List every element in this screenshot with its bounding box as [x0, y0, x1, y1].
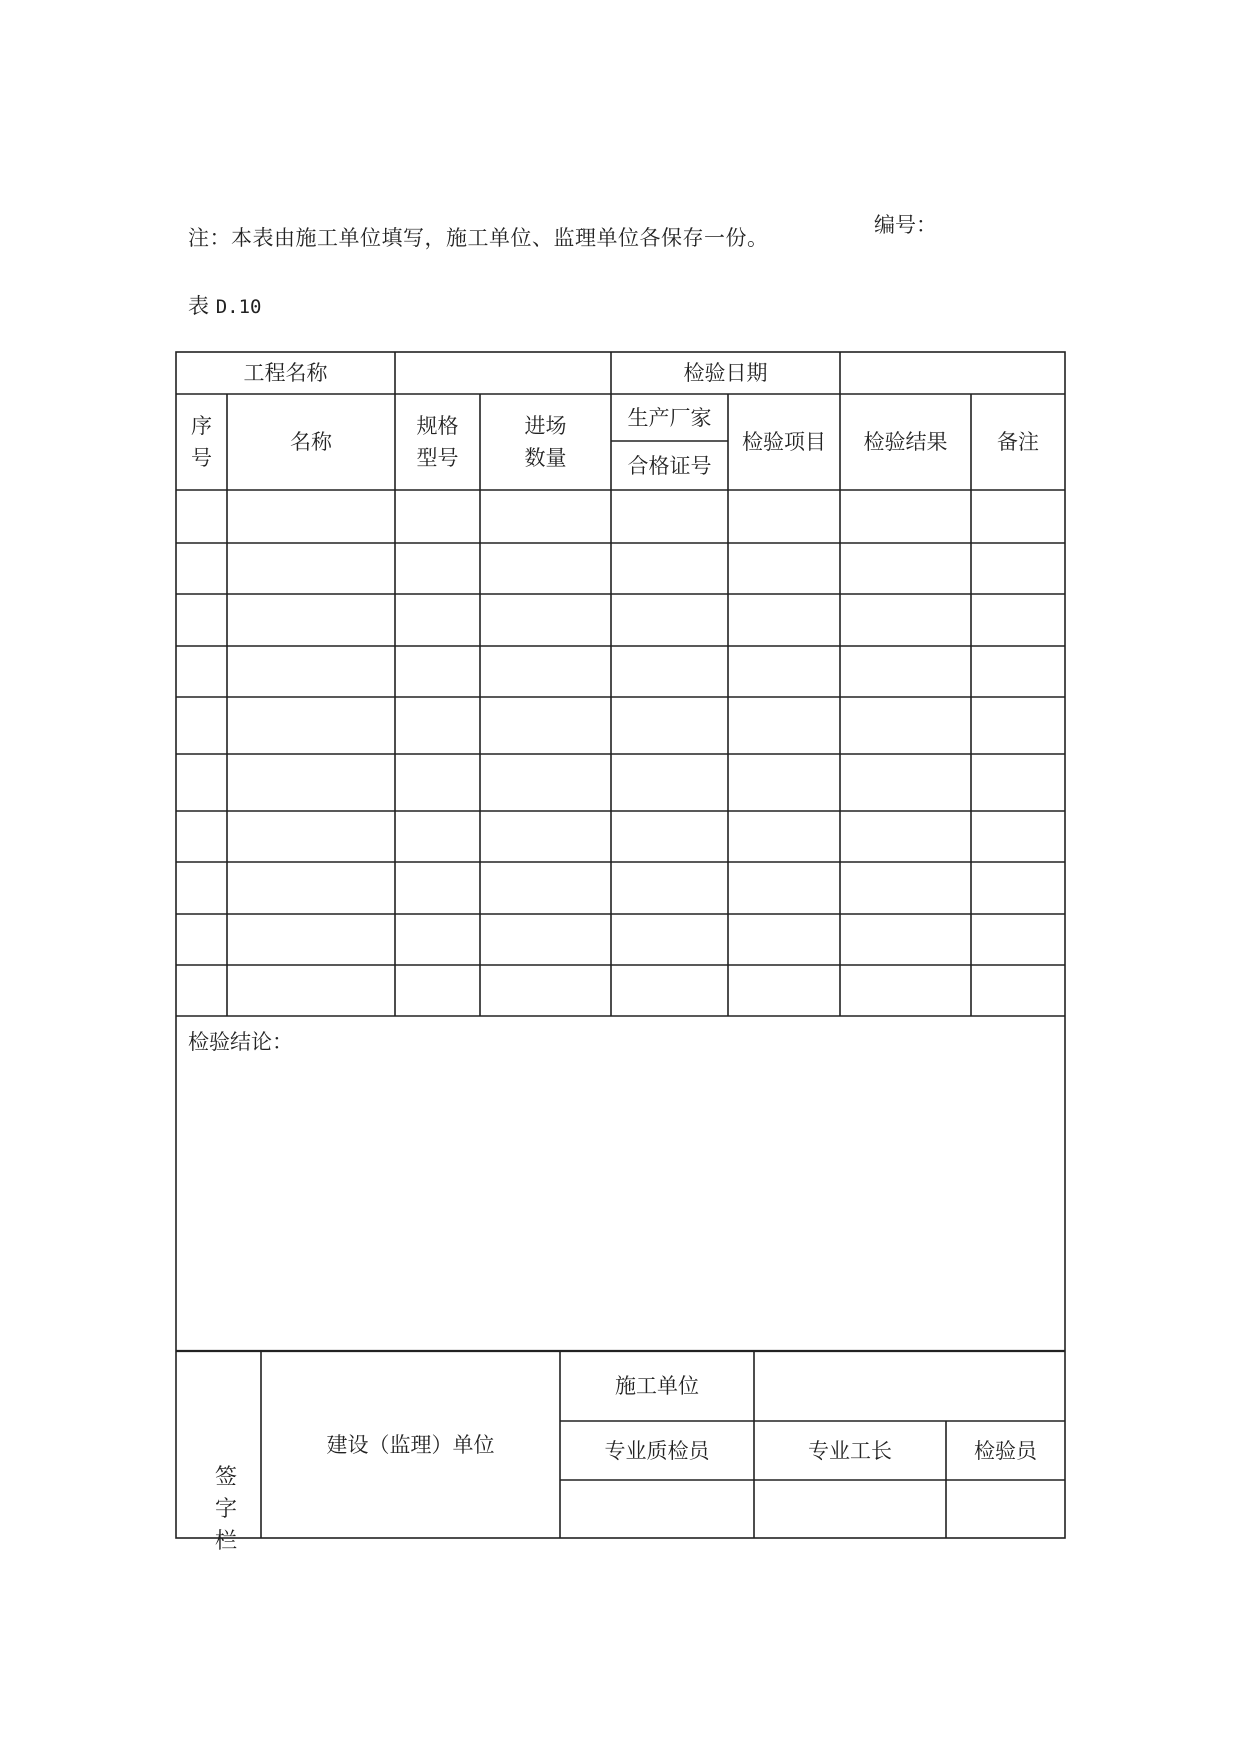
cell-seq[interactable]: [176, 646, 227, 697]
cell-name[interactable]: [227, 754, 395, 811]
quality-inspector-signature[interactable]: [560, 1480, 754, 1538]
cell-seq[interactable]: [176, 754, 227, 811]
cell-inspect-result[interactable]: [840, 965, 971, 1016]
form-note: 注：本表由施工单位填写，施工单位、监理单位各保存一份。: [188, 226, 769, 250]
cell-manufacturer[interactable]: [611, 914, 728, 965]
cell-inspect-result[interactable]: [840, 543, 971, 594]
quality-inspector-label: 专业质检员: [604, 1438, 710, 1463]
cell-inspect-item[interactable]: [728, 490, 840, 543]
column-header-remark: 备注: [997, 430, 1039, 454]
cell-inspect-item[interactable]: [728, 646, 840, 697]
column-header-name: 名称: [290, 430, 332, 454]
cell-inspect-item[interactable]: [728, 754, 840, 811]
cell-qty[interactable]: [480, 914, 611, 965]
cell-remark[interactable]: [971, 490, 1065, 543]
construction-unit-label: 施工单位: [615, 1374, 699, 1398]
cell-qty[interactable]: [480, 594, 611, 646]
cell-qty[interactable]: [480, 811, 611, 862]
inspect-date-label: 检验日期: [683, 361, 768, 385]
inspector-label: 检验员: [974, 1438, 1037, 1463]
spec-top: 规格: [416, 414, 459, 438]
inspector-signature[interactable]: [946, 1480, 1065, 1538]
cell-spec[interactable]: [395, 543, 480, 594]
cell-name[interactable]: [227, 594, 395, 646]
signature-char-1: 签: [214, 1465, 237, 1490]
cell-seq[interactable]: [176, 965, 227, 1016]
cell-seq[interactable]: [176, 862, 227, 914]
cell-name[interactable]: [227, 811, 395, 862]
conclusion-label: 检验结论：: [188, 1030, 293, 1054]
column-header-seq: [176, 394, 227, 490]
cell-inspect-result[interactable]: [840, 862, 971, 914]
signature-char-3: 栏: [214, 1529, 237, 1554]
cell-spec[interactable]: [395, 697, 480, 754]
cell-inspect-item[interactable]: [728, 965, 840, 1016]
cell-inspect-item[interactable]: [728, 914, 840, 965]
cell-inspect-item[interactable]: [728, 594, 840, 646]
owner-unit-label: 建设（监理）单位: [326, 1432, 495, 1457]
cell-seq[interactable]: [176, 543, 227, 594]
cell-name[interactable]: [227, 543, 395, 594]
cell-qty[interactable]: [480, 754, 611, 811]
cell-inspect-result[interactable]: [840, 811, 971, 862]
construction-unit-value[interactable]: [754, 1351, 1065, 1421]
cell-qty[interactable]: [480, 646, 611, 697]
cell-seq[interactable]: [176, 811, 227, 862]
column-header-certificate: 合格证号: [627, 453, 712, 478]
cell-inspect-result[interactable]: [840, 646, 971, 697]
column-header-manufacturer: 生产厂家: [627, 405, 712, 430]
project-name-value[interactable]: [395, 352, 611, 394]
seq-top: 序: [191, 414, 212, 438]
column-header-inspect-item: 检验项目: [742, 430, 826, 454]
cell-remark[interactable]: [971, 811, 1065, 862]
cell-spec[interactable]: [395, 754, 480, 811]
cell-spec[interactable]: [395, 862, 480, 914]
cell-remark[interactable]: [971, 862, 1065, 914]
cell-remark[interactable]: [971, 914, 1065, 965]
project-name-label: 工程名称: [243, 361, 328, 385]
foreman-label: 专业工长: [808, 1438, 892, 1463]
cell-remark[interactable]: [971, 646, 1065, 697]
cell-inspect-result[interactable]: [840, 697, 971, 754]
cell-name[interactable]: [227, 490, 395, 543]
cell-qty[interactable]: [480, 697, 611, 754]
cell-seq[interactable]: [176, 490, 227, 543]
cell-qty[interactable]: [480, 965, 611, 1016]
cell-inspect-result[interactable]: [840, 754, 971, 811]
cell-inspect-item[interactable]: [728, 862, 840, 914]
signature-char-2: 字: [214, 1497, 237, 1522]
cell-inspect-item[interactable]: [728, 811, 840, 862]
cell-remark[interactable]: [971, 594, 1065, 646]
cell-seq[interactable]: [176, 697, 227, 754]
cell-spec[interactable]: [395, 811, 480, 862]
table-id-number: D.10: [215, 296, 262, 318]
cell-seq[interactable]: [176, 594, 227, 646]
cell-inspect-item[interactable]: [728, 697, 840, 754]
cell-qty[interactable]: [480, 862, 611, 914]
cell-name[interactable]: [227, 862, 395, 914]
cell-remark[interactable]: [971, 697, 1065, 754]
cell-name[interactable]: [227, 914, 395, 965]
inspect-date-value[interactable]: [840, 352, 1065, 394]
cell-inspect-result[interactable]: [840, 914, 971, 965]
cell-spec[interactable]: [395, 490, 480, 543]
cell-manufacturer[interactable]: [611, 646, 728, 697]
cell-name[interactable]: [227, 697, 395, 754]
cell-manufacturer[interactable]: [611, 490, 728, 543]
cell-inspect-result[interactable]: [840, 490, 971, 543]
cell-manufacturer[interactable]: [611, 965, 728, 1016]
cell-spec[interactable]: [395, 965, 480, 1016]
qty-top: 进场: [524, 414, 567, 438]
cell-spec[interactable]: [395, 914, 480, 965]
cell-spec[interactable]: [395, 646, 480, 697]
cell-manufacturer[interactable]: [611, 697, 728, 754]
cell-manufacturer[interactable]: [611, 754, 728, 811]
cell-manufacturer[interactable]: [611, 543, 728, 594]
cell-manufacturer[interactable]: [611, 594, 728, 646]
column-header-qty: [480, 394, 611, 490]
signature-section-label: [213, 1462, 239, 1558]
cell-name[interactable]: [227, 646, 395, 697]
qty-bottom: 数量: [524, 446, 567, 470]
form-code-label: 编号：: [874, 213, 937, 237]
cell-seq[interactable]: [176, 914, 227, 965]
column-header-inspect-result: 检验结果: [863, 430, 948, 454]
cell-inspect-result[interactable]: [840, 594, 971, 646]
cell-inspect-item[interactable]: [728, 543, 840, 594]
foreman-signature[interactable]: [754, 1480, 946, 1538]
cell-qty[interactable]: [480, 490, 611, 543]
cell-remark[interactable]: [971, 754, 1065, 811]
cell-spec[interactable]: [395, 594, 480, 646]
conclusion-area[interactable]: [180, 1060, 1060, 1345]
cell-name[interactable]: [227, 965, 395, 1016]
cell-manufacturer[interactable]: [611, 811, 728, 862]
table-id-prefix: 表: [188, 294, 209, 318]
cell-remark[interactable]: [971, 543, 1065, 594]
cell-remark[interactable]: [971, 965, 1065, 1016]
cell-qty[interactable]: [480, 543, 611, 594]
column-header-spec: [395, 394, 480, 490]
seq-bottom: 号: [191, 446, 212, 470]
cell-manufacturer[interactable]: [611, 862, 728, 914]
spec-bottom: 型号: [416, 446, 459, 470]
